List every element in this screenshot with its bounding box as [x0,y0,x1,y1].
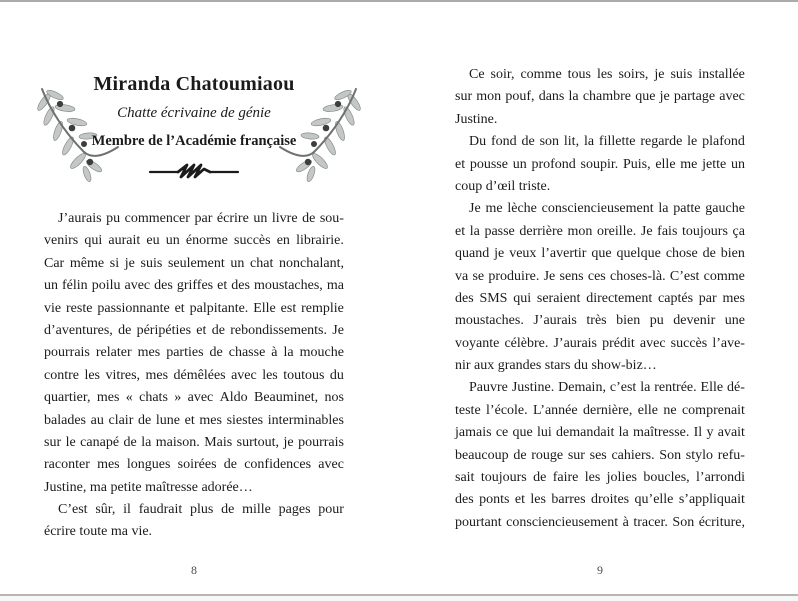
text-line: voyante célèbre. J’aurais prédit avec succès l’ave- [455,335,745,351]
text-line: pourtant consciencieusement à tracer. Son écriture, [455,514,745,530]
text-line: nir aux grandes stars du show-biz… [455,358,657,374]
text-line: des ponts et les barres droites qu’elle s’appliquait [455,492,745,508]
text-line: moustaches. J’aurais très bien pu devenir une [455,313,745,329]
text-line: C’est sûr, il faudrait plus de mille pages pour [58,502,344,518]
text-line: sur le canapé de la maison. Mais surtout, je pourrais [44,434,344,450]
text-line: contre les vitres, mes démêlées avec les toutous du [44,367,344,383]
author-membership: Membre de l’Académie française [91,133,297,149]
text-line: va se produire. Je sens ces choses-là. C’est comme [455,268,745,284]
divider-wrap [44,161,344,186]
text-line: des SMS qui seraient directement captés par mes [455,290,745,306]
text-line: sur mon pouf, dans la chambre que je partage avec [455,89,745,105]
text-line: Du fond de son lit, la fillette regarde le plafond [469,134,745,150]
text-line: sait toujours de faire les jolies boucles, l’arrondi [455,470,745,486]
text-line: raconter mes longues soirées de confidences avec [44,457,344,473]
text-line: Car même si je suis seulement un chat nonchalant, [44,255,344,271]
page-top-edge [0,0,798,2]
author-role: Chatte écrivaine de génie [117,105,271,121]
text-line: pourrais relater mes parties de chasse à la mouche [44,345,344,361]
text-line: coup d’œil triste. [455,178,551,194]
rope-twist-divider-icon [148,161,240,181]
text-line: Justine, ma petite maîtresse adorée… [44,479,253,495]
left-page-number: 8 [191,563,197,577]
text-line: teste l’école. L’année dernière, elle ne comprenait [455,402,745,418]
text-line: écrire toute ma vie. [44,524,153,540]
text-line: et pousse un profond soupir. Puis, elle me jette un [455,156,745,172]
right-page-text [455,64,745,534]
right-page-number: 9 [597,563,603,577]
text-line: d’aventures, de péripéties et de rebondissements. Je [44,322,344,338]
text-line: Ce soir, comme tous les soirs, je suis installée [469,67,745,82]
text-line: et la passe derrière mon oreille. Je fais toujours ça [455,223,745,239]
left-page-text [44,208,344,544]
text-line: quand je veux l’avertir que quelque chose de bien [455,246,745,262]
text-line: un félin poilu avec des griffes et des moustaches, ma [44,278,344,294]
chapter-header [44,72,344,186]
text-line: quartier, mes « chats » avec Aldo Beauminet, nos [44,390,344,406]
text-line: Pauvre Justine. Demain, c’est la rentrée. Elle dé- [469,380,745,396]
text-line: venirs qui aurait eu un énorme succès en librairie. [44,233,344,249]
text-line: jamais ce que lui demandait la maîtresse. Il y avait [455,425,745,441]
text-line: beaucoup de rouge sur ses cahiers. Son stylo refu- [455,447,745,463]
page-bottom-strip [0,596,798,601]
text-line: vie reste passionnante et palpitante. Elle est remplie [44,300,344,316]
text-line: Je me lèche consciencieusement la patte gauche [469,201,745,217]
text-line: Justine. [455,111,498,127]
author-title: Miranda Chatoumiaou [93,73,295,95]
text-line: balades au clair de lune et mes siestes interminables [44,412,344,428]
text-line: J’aurais pu commencer par écrire un livre de sou- [58,211,344,226]
